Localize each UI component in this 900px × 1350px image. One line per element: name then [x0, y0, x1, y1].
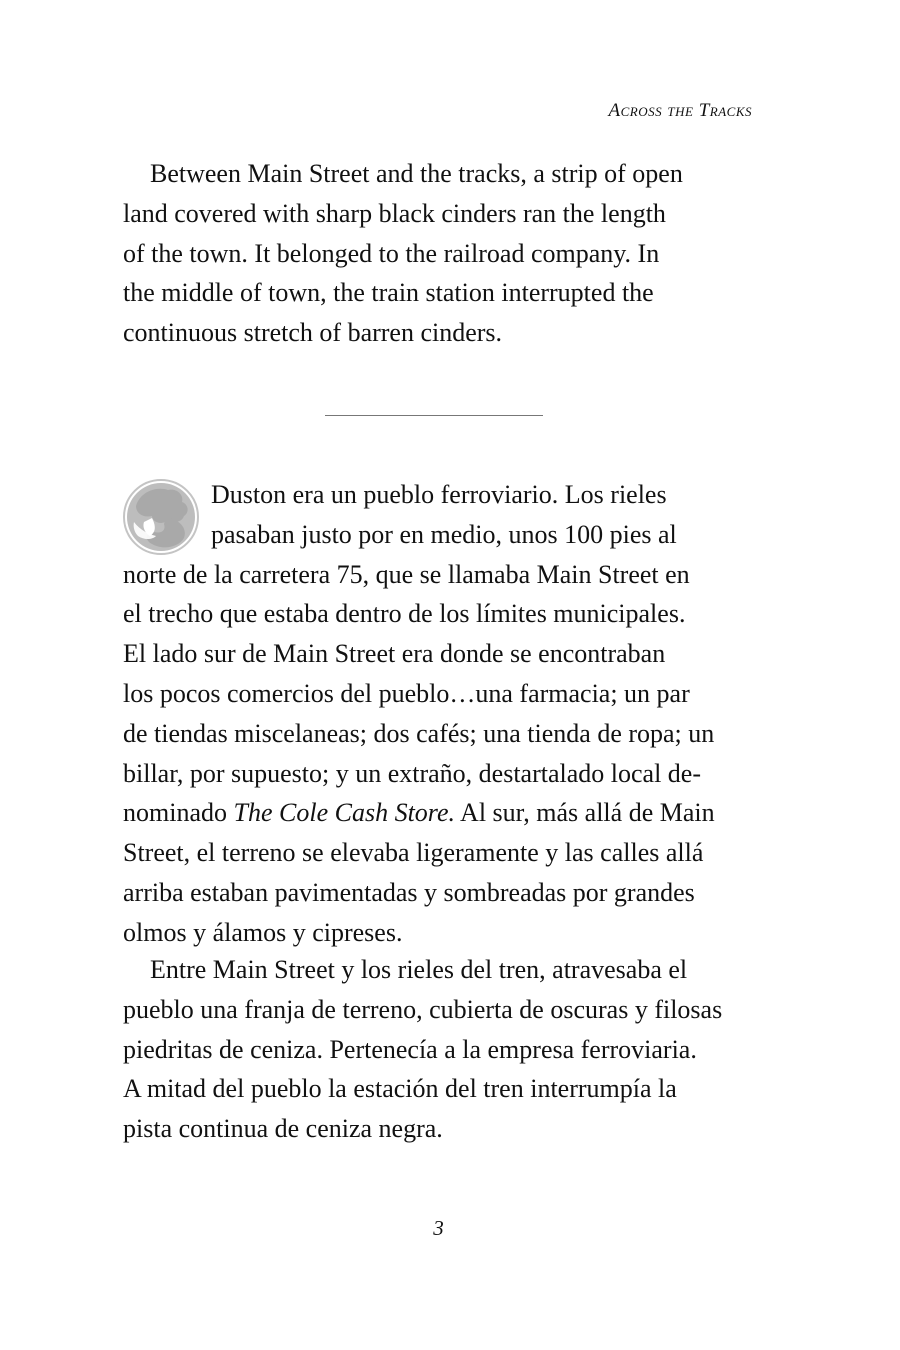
english-paragraph: [123, 154, 750, 353]
page-number: 3: [433, 1216, 444, 1240]
text-fragment: nominado: [123, 798, 234, 828]
text-line: norte de la carretera 75, que se llamaba Main Street en: [123, 559, 690, 589]
text-line: pueblo una franja de terreno, cubierta de oscuras y filosas: [123, 994, 723, 1024]
spanish-paragraph-2: [123, 950, 750, 1149]
text-line: los pocos comercios del pueblo…una farmacia; un par: [123, 678, 690, 708]
text-line: pasaban justo por en medio, unos 100 pies al: [211, 519, 677, 549]
text-line: continuous stretch of barren cinders.: [123, 318, 503, 348]
text-line: Duston era un pueblo ferroviario. Los rieles: [211, 480, 667, 509]
text-line: of the town. It belonged to the railroad company. In: [123, 238, 660, 268]
running-head: Across the Tracks: [608, 100, 752, 121]
text-line: [123, 793, 750, 833]
text-line: pista continua de ceniza negra.: [123, 1114, 443, 1144]
text-line: olmos y álamos y cipreses.: [123, 917, 403, 947]
text-line: piedritas de ceniza. Pertenecía a la empresa ferroviaria.: [123, 1034, 697, 1064]
text-line: el trecho que estaba dentro de los límites municipales.: [123, 599, 686, 629]
spanish-paragraph-1: [123, 475, 750, 953]
text-line: Between Main Street and the tracks, a strip of open: [150, 159, 683, 188]
text-line: de tiendas miscelaneas; dos cafés; una tienda de ropa; un: [123, 718, 715, 748]
text-line: arriba estaban pavimentadas y sombreadas por grandes: [123, 877, 695, 907]
text-line: Street, el terreno se elevaba ligeramente y las calles allá: [123, 838, 704, 868]
text-line: the middle of town, the train station interrupted the: [123, 278, 654, 308]
section-divider: [325, 415, 543, 416]
text-line: billar, por supuesto; y un extraño, destartalado local de-: [123, 758, 702, 788]
text-line: El lado sur de Main Street era donde se encontraban: [123, 639, 666, 669]
text-line: A mitad del pueblo la estación del tren interrumpía la: [123, 1074, 677, 1104]
text-fragment: Al sur, más allá de Main: [454, 798, 715, 828]
text-line: land covered with sharp black cinders ran the length: [123, 198, 666, 228]
store-name: The Cole Cash Store.: [233, 798, 455, 828]
text-line: Entre Main Street y los rieles del tren, atravesaba el: [150, 955, 688, 984]
